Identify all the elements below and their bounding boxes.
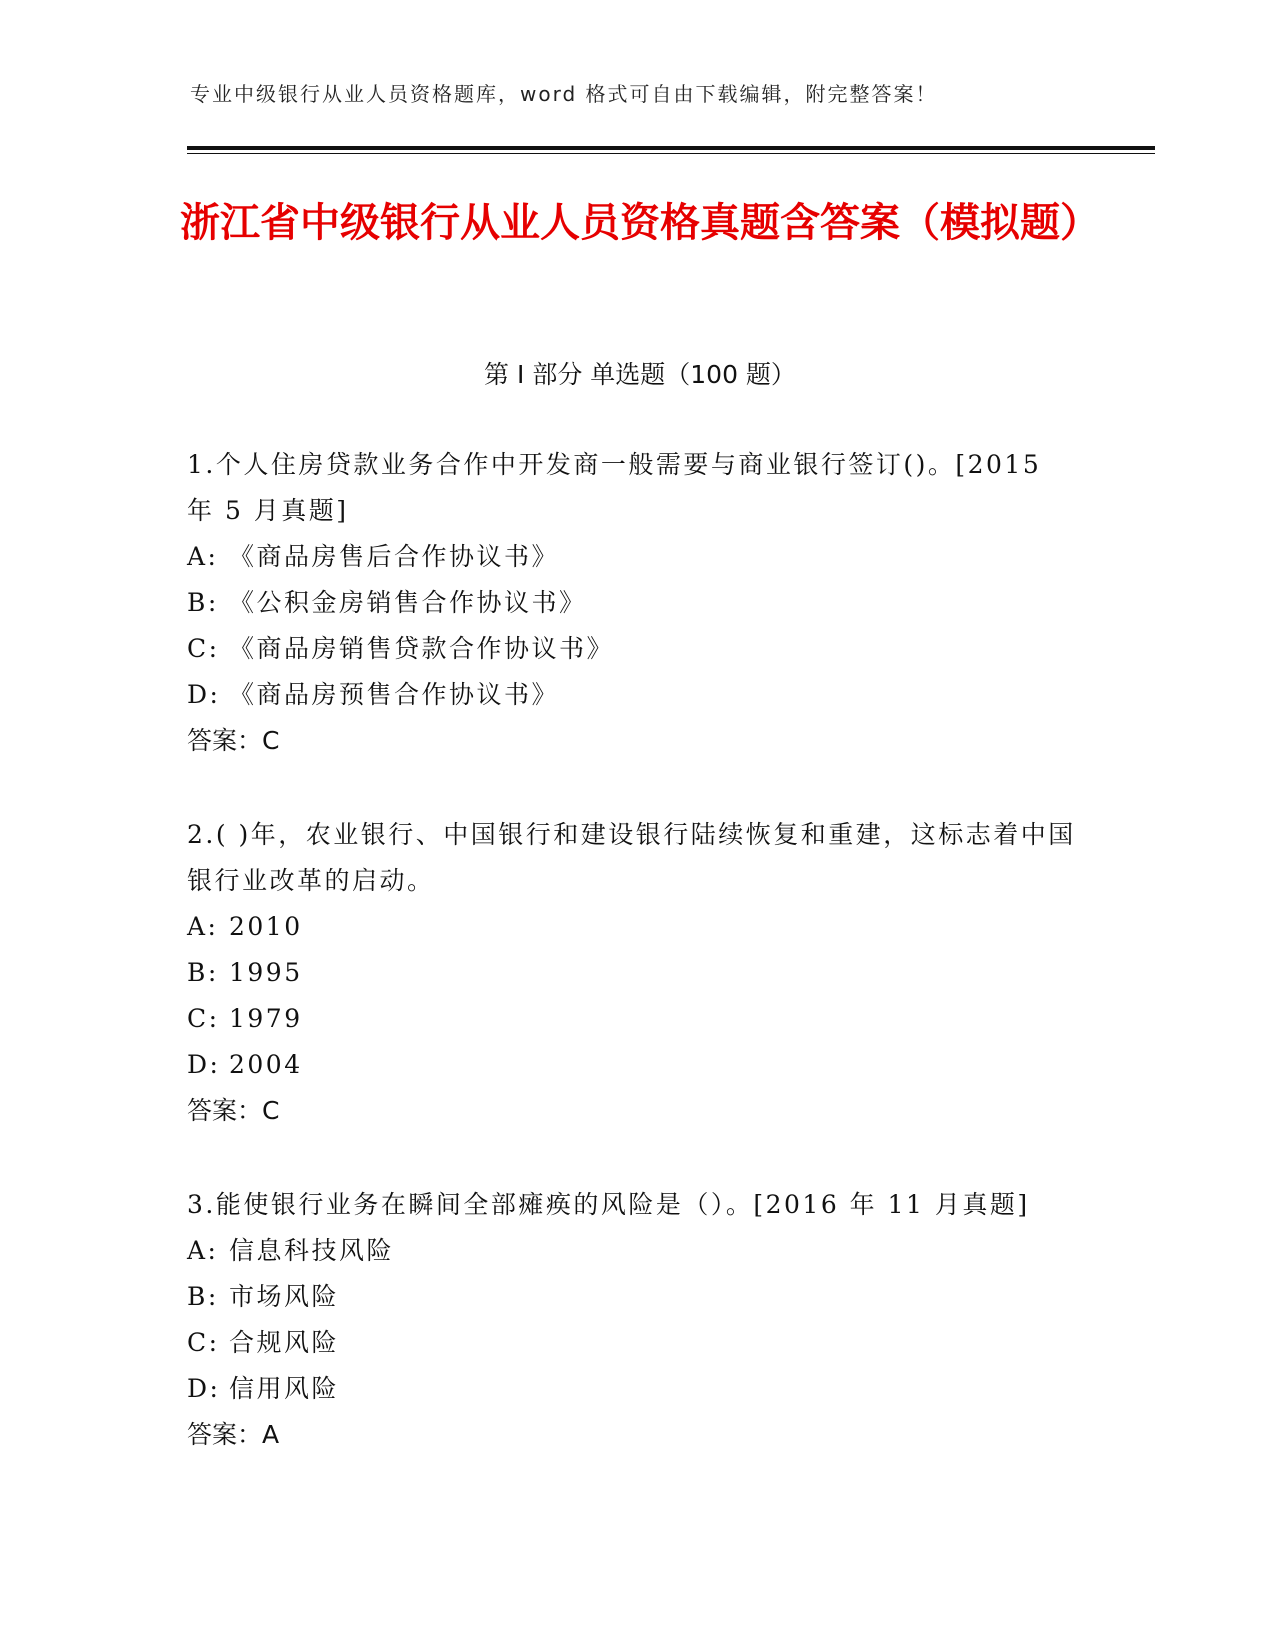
option-a: [187, 904, 1077, 950]
option-letter: D:: [187, 1050, 221, 1079]
answer-line: 答案：A: [187, 1420, 280, 1449]
answer-line: 答案：C: [187, 726, 280, 755]
option-d: [187, 1042, 1077, 1088]
option-letter: A:: [187, 1236, 219, 1265]
option-text: 1979: [229, 1004, 303, 1033]
option-text: 合规风险: [229, 1328, 340, 1357]
option-b: [187, 1274, 1077, 1320]
option-text: 信息科技风险: [229, 1236, 395, 1265]
option-letter: C:: [187, 1328, 220, 1357]
option-text: 《公积金房销售合作协议书》: [229, 588, 587, 617]
header-divider-thick: [187, 146, 1155, 150]
option-a: [187, 1228, 1077, 1274]
option-letter: A:: [187, 542, 219, 571]
option-letter: D:: [187, 1374, 221, 1403]
option-letter: C:: [187, 1004, 220, 1033]
question-stem: 1.个人住房贷款业务合作中开发商一般需要与商业银行签订()。[2015 年 5 月真题]: [187, 450, 1042, 525]
option-c: [187, 626, 1077, 672]
option-text: 市场风险: [229, 1282, 340, 1311]
option-letter: D:: [187, 680, 221, 709]
option-letter: C:: [187, 634, 220, 663]
option-text: 《商品房售后合作协议书》: [229, 542, 560, 571]
answer-line: 答案：C: [187, 1096, 280, 1125]
option-letter: A:: [187, 912, 219, 941]
question-stem: 3.能使银行业务在瞬间全部瘫痪的风险是（）。[2016 年 11 月真题]: [187, 1190, 1030, 1219]
option-b: [187, 580, 1077, 626]
option-a: [187, 534, 1077, 580]
option-b: [187, 950, 1077, 996]
header-divider-thin: [187, 153, 1155, 154]
option-c: [187, 1320, 1077, 1366]
option-c: [187, 996, 1077, 1042]
option-text: 2004: [229, 1050, 303, 1079]
option-text: 2010: [229, 912, 303, 941]
question-3: [187, 1182, 1077, 1458]
option-text: 《商品房销售贷款合作协议书》: [229, 634, 615, 663]
option-text: 《商品房预售合作协议书》: [229, 680, 560, 709]
question-2: [187, 812, 1077, 1134]
section-heading: 第 I 部分 单选题（100 题）: [484, 360, 796, 389]
option-letter: B:: [187, 588, 219, 617]
option-text: 1995: [229, 958, 303, 987]
option-text: 信用风险: [229, 1374, 340, 1403]
page-header: 专业中级银行从业人员资格题库，word 格式可自由下载编辑，附完整答案！: [190, 82, 938, 106]
question-list: [187, 442, 1077, 1506]
option-letter: B:: [187, 958, 219, 987]
option-d: [187, 672, 1077, 718]
document-title: 浙江省中级银行从业人员资格真题含答案（模拟题）: [180, 200, 1100, 246]
option-d: [187, 1366, 1077, 1412]
option-letter: B:: [187, 1282, 219, 1311]
question-1: [187, 442, 1077, 764]
question-stem: 2.( )年，农业银行、中国银行和建设银行陆续恢复和重建，这标志着中国银行业改革的启动。: [187, 820, 1076, 895]
